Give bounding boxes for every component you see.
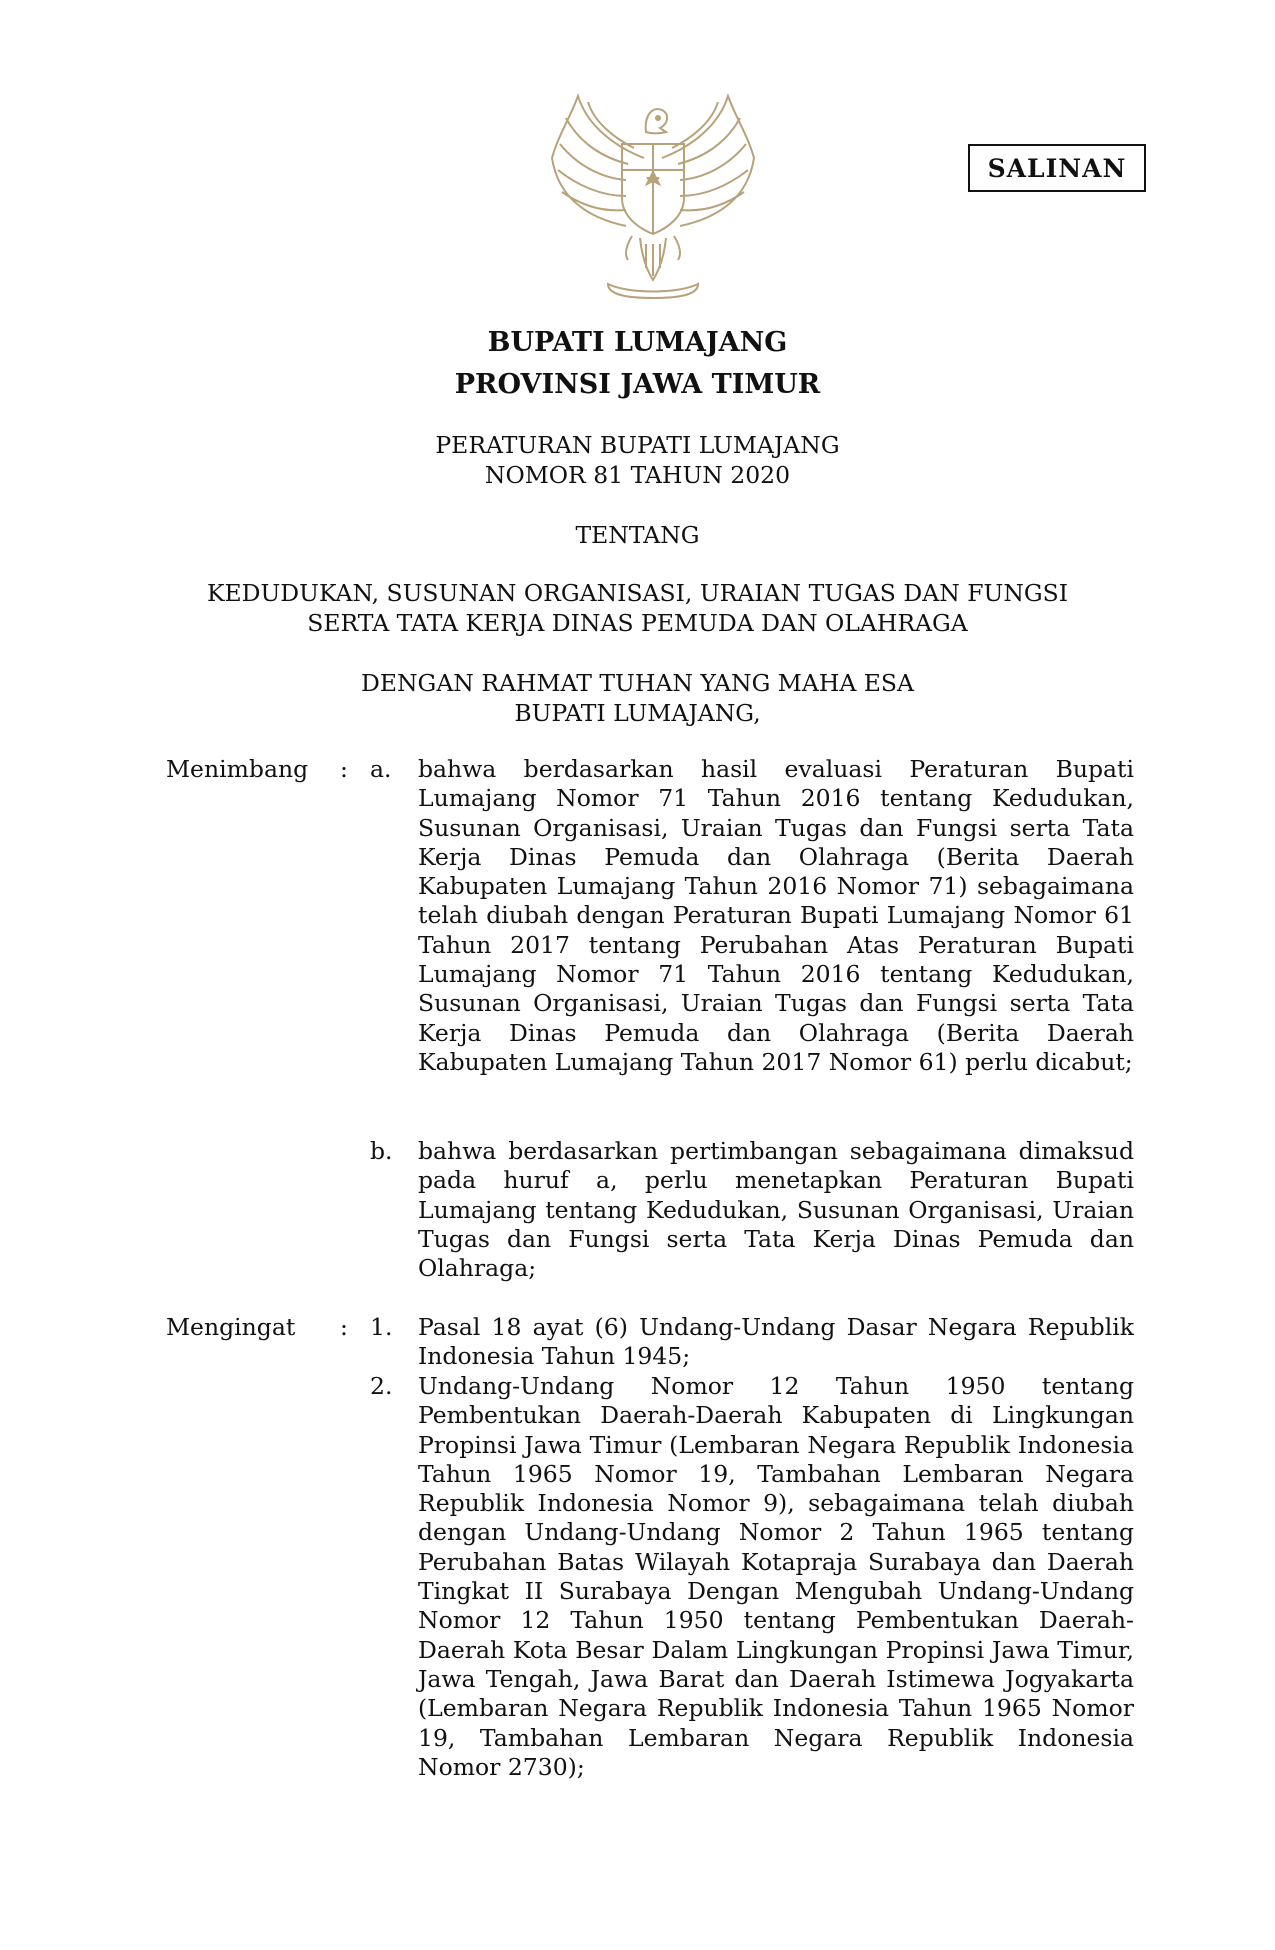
item-marker: a. [370, 755, 392, 783]
section-colon: : [340, 1313, 348, 1341]
item-marker: 1. [370, 1313, 393, 1341]
salinan-stamp: SALINAN [968, 144, 1146, 192]
item-marker: b. [370, 1137, 393, 1165]
item-text: bahwa berdasarkan pertimbangan sebagaimana dimaksud pada huruf a, perlu menetapkan Peraturan Bupati Lumajang tentang Kedudukan, Susunan Organisasi, Uraian Tugas dan Fungsi serta Tata Kerja Dinas Pemuda dan Olahraga; [418, 1137, 1134, 1283]
issuer-heading [0, 322, 1275, 406]
item-text: Undang-Undang Nomor 12 Tahun 1950 tentang Pembentukan Daerah-Daerah Kabupaten di Lingkungan Propinsi Jawa Timur (Lembaran Negara Republik Indonesia Tahun 1965 Nomor 19, Tambahan Lembaran Negara Republik Indonesia Nomor 9), sebagaimana telah diubah dengan Undang-Undang Nomor 2 Tahun 1965 tentang Perubahan Batas Wilayah Kotapraja Surabaya dan Daerah Tingkat II Surabaya Dengan Mengubah Undang-Undang Nomor 12 Tahun 1950 tentang Pembentukan Daerah-Daerah Kota Besar Dalam Lingkungan Propinsi Jawa Timur, Jawa Tengah, Jawa Barat dan Daerah Istimewa Jogyakarta (Lembaran Negara Republik Indonesia Tahun 1965 Nomor 19, Tambahan Lembaran Negara Republik Indonesia Nomor 2730); [418, 1372, 1134, 1781]
blessing-block [0, 668, 1275, 728]
regulation-subject [0, 578, 1275, 638]
section-label: Mengingat [166, 1313, 296, 1341]
regulation-line-2: NOMOR 81 TAHUN 2020 [484, 461, 791, 489]
section-label: Menimbang [166, 755, 309, 783]
blessing-line-2: BUPATI LUMAJANG, [514, 699, 761, 727]
regulation-title [0, 430, 1275, 490]
issuer-line-1: BUPATI LUMAJANG [487, 327, 788, 358]
garuda-pancasila-icon [548, 88, 758, 300]
item-text: bahwa berdasarkan hasil evaluasi Peraturan Bupati Lumajang Nomor 71 Tahun 2016 tentang Kedudukan, Susunan Organisasi, Uraian Tugas dan Fungsi serta Tata Kerja Dinas Pemuda dan Olahraga (Berita Daerah Kabupaten Lumajang Tahun 2016 Nomor 71) sebagaimana telah diubah dengan Peraturan Bupati Lumajang Nomor 61 Tahun 2017 tentang Perubahan Atas Peraturan Bupati Lumajang Nomor 71 Tahun 2016 tentang Kedudukan, Susunan Organisasi, Uraian Tugas dan Fungsi serta Tata Kerja Dinas Pemuda dan Olahraga (Berita Daerah Kabupaten Lumajang Tahun 2017 Nomor 61) perlu dicabut; [418, 755, 1134, 1076]
subject-line-1: KEDUDUKAN, SUSUNAN ORGANISASI, URAIAN TUGAS DAN FUNGSI [206, 579, 1069, 607]
item-marker: 2. [370, 1372, 393, 1400]
issuer-line-2: PROVINSI JAWA TIMUR [454, 369, 821, 400]
blessing-line-1: DENGAN RAHMAT TUHAN YANG MAHA ESA [360, 669, 915, 697]
section-colon: : [340, 755, 348, 783]
about-label: TENTANG [575, 521, 700, 549]
item-text: Pasal 18 ayat (6) Undang-Undang Dasar Negara Republik Indonesia Tahun 1945; [418, 1313, 1134, 1371]
regulation-line-1: PERATURAN BUPATI LUMAJANG [435, 431, 840, 459]
subject-line-2: SERTA TATA KERJA DINAS PEMUDA DAN OLAHRAGA [307, 609, 968, 637]
